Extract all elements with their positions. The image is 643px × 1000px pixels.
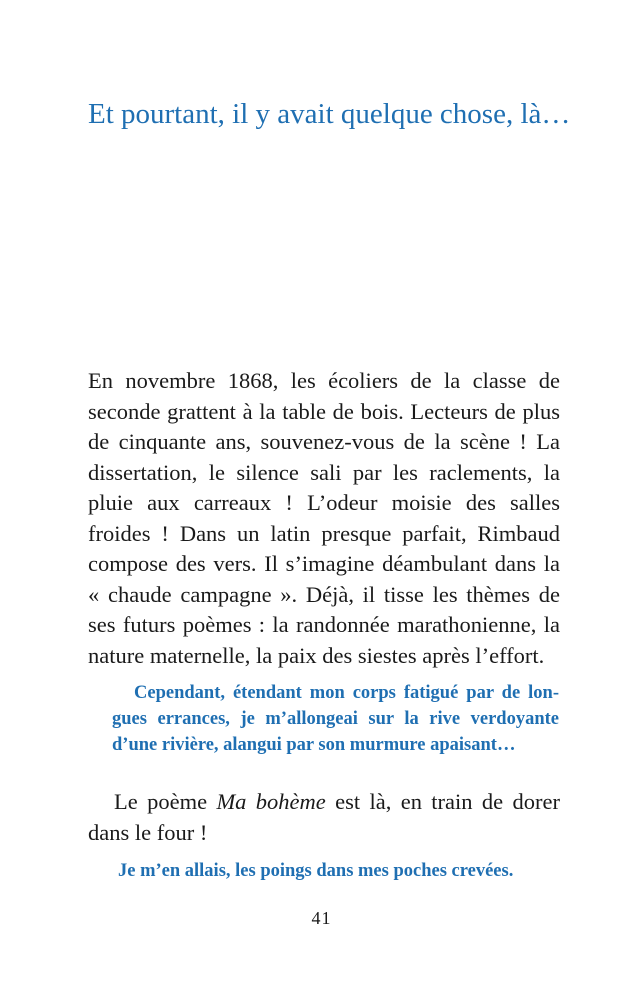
quote-line: Cependant, étendant mon corps fatigué par de lon-: [134, 683, 559, 703]
paragraph-line: En novembre 1868, les écoliers de la classe de: [88, 368, 560, 393]
body-paragraph-2: [88, 787, 560, 848]
paragraph-line: compose des vers. Il s’imagine déambulant dans la: [88, 551, 560, 576]
poem-title: Ma bohème: [216, 789, 326, 814]
chapter-title: Et pourtant, il y avait quelque chose, là…: [88, 98, 571, 130]
poem-verse-quote: [118, 858, 538, 884]
page-number: 41: [311, 908, 332, 928]
paragraph-line: nature maternelle, la paix des siestes après l’effort.: [88, 642, 545, 668]
paragraph-line: de cinquante ans, souvenez-vous de la scène ! La: [88, 429, 560, 454]
quote-line: gues errances, je m’allongeai sur la rive verdoyante: [112, 709, 559, 729]
body-paragraph-1: [88, 366, 560, 671]
paragraph-line: [88, 787, 560, 818]
paragraph-line: froides ! Dans un latin presque parfait, Rimbaud: [88, 520, 560, 546]
paragraph-line: dissertation, le silence sali par les raclements, la: [88, 459, 560, 485]
latin-translation-quote: [112, 680, 559, 758]
paragraph-line: « chaude campagne ». Déjà, il tisse les thèmes de: [88, 581, 560, 607]
paragraph-line: pluie aux carreaux ! L’odeur moisie des salles: [88, 490, 560, 515]
paragraph-line: ses futurs poèmes : la randonnée marathonienne, la: [88, 612, 560, 637]
quote-line: d’une rivière, alangui par son murmure apaisant…: [112, 735, 516, 755]
paragraph-line: dans le four !: [88, 819, 208, 845]
paragraph-line: seconde grattent à la table de bois. Lecteurs de plus: [88, 398, 560, 424]
paragraph-text: Le poème: [114, 789, 217, 814]
paragraph-text: est là, en train de dorer: [325, 789, 560, 814]
quote-line: Je m’en allais, les poings dans mes poches crevées.: [118, 861, 514, 881]
